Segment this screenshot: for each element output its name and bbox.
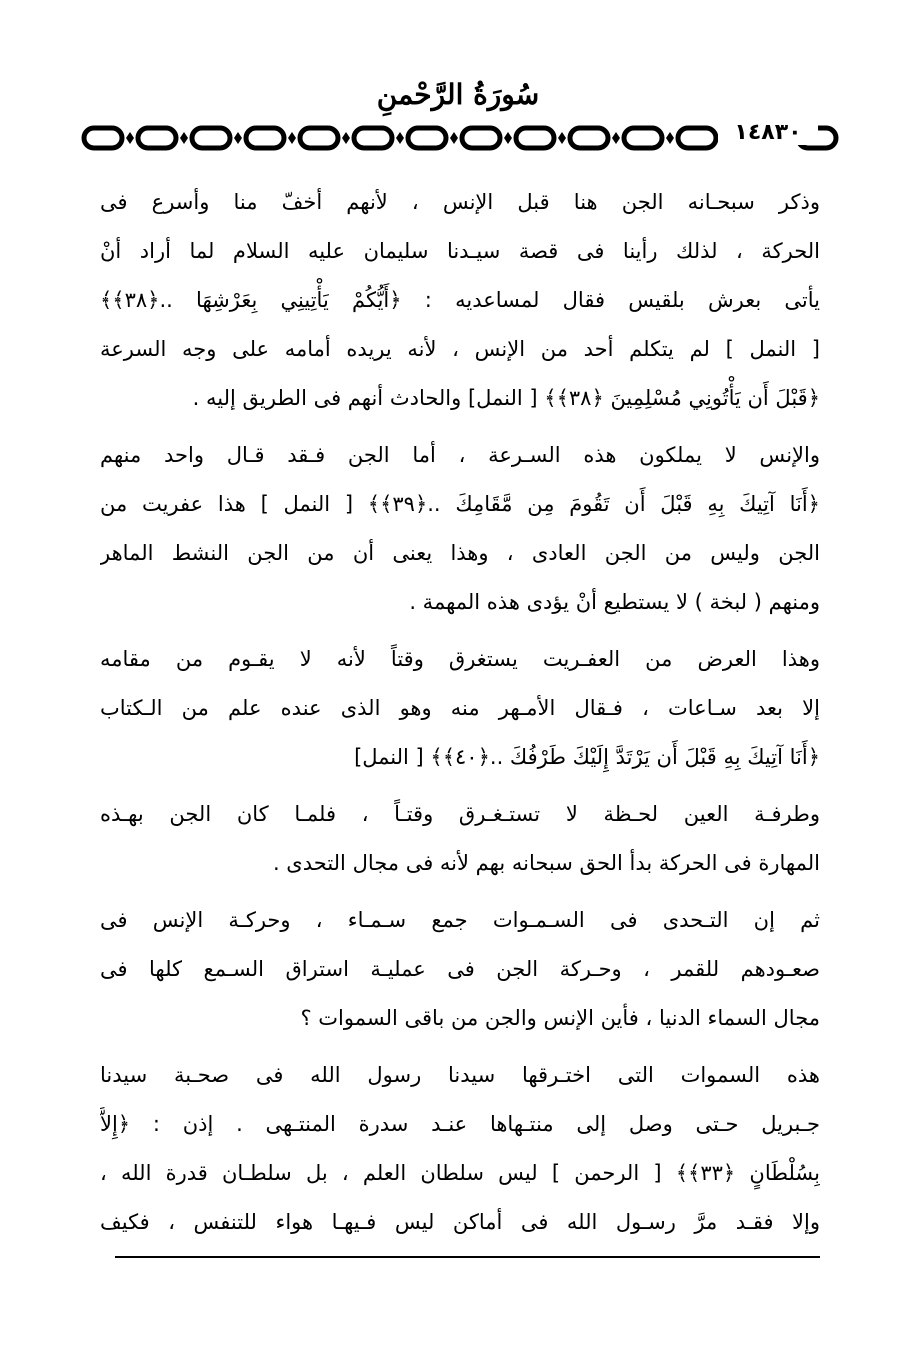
text-line: ﴿أَنَا آتِيكَ بِهِ قَبْلَ أَن يَرْتَدَّ إِلَيْكَ طَرْفُكَ ..﴿٤٠﴾﴾ [ النمل] bbox=[354, 745, 820, 769]
paragraph-6 bbox=[100, 1051, 820, 1247]
text-line: هذه السموات التى اختـرقها سيدنا رسول الله فى صحـبة سيدنا bbox=[100, 1063, 820, 1087]
page-body-text bbox=[100, 178, 820, 1255]
text-line: وهذا العرض من العفـريت يستغرق وقتاً لأنه لا يقـوم من مقامه bbox=[100, 647, 820, 671]
text-line: وطرفـة العين لحـظة لا تستـغـرق وقتـاً ، فلمـا كان الجن بهـذه bbox=[100, 802, 820, 826]
text-line: الجن وليس من الجن العادى ، وهذا يعنى أن من الجن النشط الماهر bbox=[100, 541, 820, 565]
surah-title: سُورَةُ الرَّحْمنِ bbox=[376, 78, 540, 111]
paragraph-4 bbox=[100, 790, 820, 888]
text-line: [ النمل ] لم يتكلم أحد من الإنس ، لأنه يريده أمامه على وجه السرعة bbox=[100, 337, 820, 361]
text-line: بِسُلْطَانٍ ﴿٣٣﴾﴾ [ الرحمن ] ليس سلطان العلم ، بل سلطـان قدرة الله ، bbox=[100, 1161, 820, 1185]
paragraph-3 bbox=[100, 635, 820, 782]
text-line: الحركة ، لذلك رأينا فى قصة سيـدنا سليمان عليه السلام لما أراد أنْ bbox=[100, 239, 820, 263]
text-line: ﴿قَبْلَ أَن يَأْتُونِي مُسْلِمِينَ ﴿٣٨﴾﴾ [ النمل] والحادث أنهم فى الطريق إليه . bbox=[192, 386, 820, 410]
text-line: إلا بعد سـاعات ، فـقال الأمـهر منه وهو الذى عنده علم من الـكتاب bbox=[100, 696, 820, 720]
paragraph-1 bbox=[100, 178, 820, 423]
text-line: صعـودهم للقمر ، وحـركة الجن فى عمليـة استراق السـمع كلها فى bbox=[100, 957, 820, 981]
paragraph-2 bbox=[100, 431, 820, 627]
text-line: مجال السماء الدنيا ، فأين الإنس والجن من باقى السموات ؟ bbox=[300, 1006, 820, 1030]
page-number: ١٤٨٣٠ bbox=[718, 120, 818, 145]
text-line: والإنس لا يملكون هذه السـرعة ، أما الجن فـقد قـال واحد منهم bbox=[100, 443, 820, 467]
paragraph-5 bbox=[100, 896, 820, 1043]
text-line: المهارة فى الحركة بدأ الحق سبحانه بهم لأنه فى مجال التحدى . bbox=[272, 851, 820, 875]
text-line: ثم إن التـحدى فى السـمـوات جمع سـمـاء ، وحركـة الإنس فى bbox=[100, 908, 820, 932]
text-line: ﴿أَنَا آتِيكَ بِهِ قَبْلَ أَن تَقُومَ مِن مَّقَامِكَ ..﴿٣٩﴾﴾ [ النمل ] هذا عفريت من bbox=[100, 492, 820, 516]
text-line: ومنهم ( لبخة ) لا يستطيع أنْ يؤدى هذه المهمة . bbox=[409, 590, 820, 614]
text-line: جـبريل حـتى وصل إلى منتـهاها عنـد سدرة المنتـهى . إذن : ﴿إِلاَّ bbox=[100, 1112, 820, 1136]
text-line: وإلا فقـد مرَّ رسـول الله فى أماكن ليس فـيهـا هواء للتنفس ، فكيف bbox=[100, 1210, 820, 1234]
text-line: وذكر سبحـانه الجن هنا قبل الإنس ، لأنهم أخفّ منا وأسرع فى bbox=[100, 190, 820, 214]
bottom-divider bbox=[115, 1256, 820, 1258]
text-line: يأتى بعرش بلقيس فقال لمساعديه : ﴿أَيُّكُمْ يَأْتِينِي بِعَرْشِهَا ..﴿٣٨﴾﴾ bbox=[100, 288, 820, 312]
